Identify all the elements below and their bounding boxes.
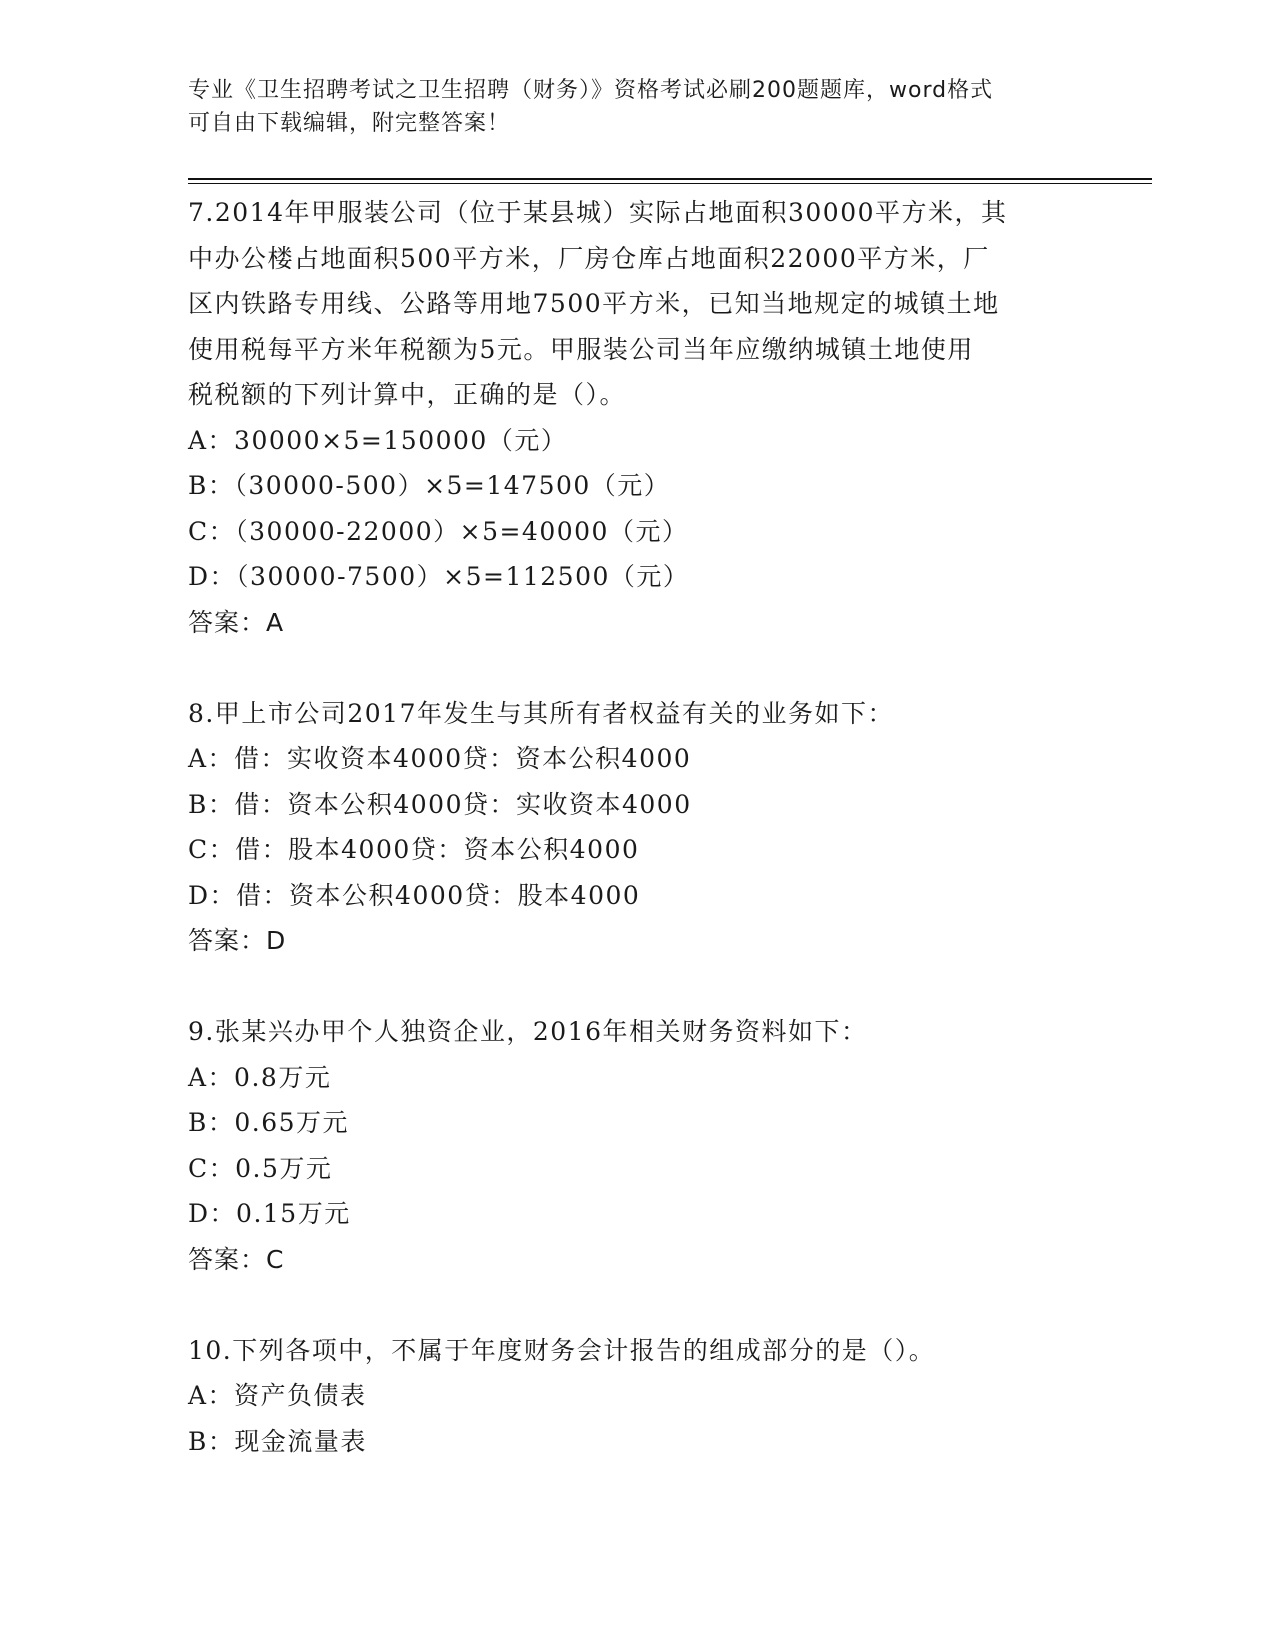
question-stem-line: 8.甲上市公司2017年发生与其所有者权益有关的业务如下： <box>188 698 894 728</box>
question-block <box>188 1009 1088 1328</box>
question-stem-line: 区内铁路专用线、公路等用地7500平方米，已知当地规定的城镇土地 <box>188 289 1000 318</box>
header-rule-thick <box>188 178 1152 180</box>
answer-option: A：0.8万元 <box>188 1062 332 1092</box>
answer-option: C：（30000-22000）×5=40000（元） <box>188 516 689 546</box>
answer-option: D：借：资本公积4000贷：股本4000 <box>188 880 641 910</box>
question-spacer <box>188 645 1088 691</box>
question-block <box>188 691 1088 1010</box>
question-stem-line: 中办公楼占地面积500平方米，厂房仓库占地面积22000平方米，厂 <box>188 243 990 273</box>
answer-option: D：（30000-7500）×5=112500（元） <box>188 562 690 591</box>
answer-option: C：0.5万元 <box>188 1153 333 1183</box>
question-stem-line: 9.张某兴办甲个人独资企业，2016年相关财务资料如下： <box>188 1017 868 1046</box>
answer-option: C：借：股本4000贷：资本公积4000 <box>188 835 640 864</box>
answer-key: 答案：C <box>188 1244 285 1274</box>
question-stem-line: 使用税每平方米年税额为5元。甲服装公司当年应缴纳城镇土地使用 <box>188 334 974 364</box>
answer-option: B：0.65万元 <box>188 1108 350 1137</box>
answer-key: 答案：A <box>188 607 285 637</box>
answer-option: D：0.15万元 <box>188 1199 351 1228</box>
question-stem-line: 7.2014年甲服装公司（位于某县城）实际占地面积30000平方米，其 <box>188 198 1008 227</box>
question-block <box>188 190 1088 691</box>
answer-option: B：现金流量表 <box>188 1426 367 1456</box>
answer-option: A：资产负债表 <box>188 1381 367 1410</box>
question-stem-line: 税税额的下列计算中，正确的是（）。 <box>188 380 627 409</box>
document-header <box>188 74 1068 140</box>
question-list <box>188 190 1088 1464</box>
answer-option: B：（30000-500）×5=147500（元） <box>188 471 671 500</box>
header-rule-thin <box>188 183 1152 184</box>
header-line-1: 专业《卫生招聘考试之卫生招聘（财务）》资格考试必刷200题题库，word格式 <box>188 78 994 103</box>
header-line-2: 可自由下载编辑，附完整答案！ <box>188 111 511 136</box>
answer-option: B：借：资本公积4000贷：实收资本4000 <box>188 789 692 819</box>
question-block <box>188 1328 1088 1465</box>
question-stem-line: 10.下列各项中，不属于年度财务会计报告的组成部分的是（）。 <box>188 1335 936 1365</box>
answer-key: 答案：D <box>188 926 287 955</box>
answer-option: A：借：实收资本4000贷：资本公积4000 <box>188 744 692 773</box>
question-spacer <box>188 964 1088 1010</box>
answer-option: A：30000×5=150000（元） <box>188 425 568 455</box>
question-spacer <box>188 1282 1088 1328</box>
